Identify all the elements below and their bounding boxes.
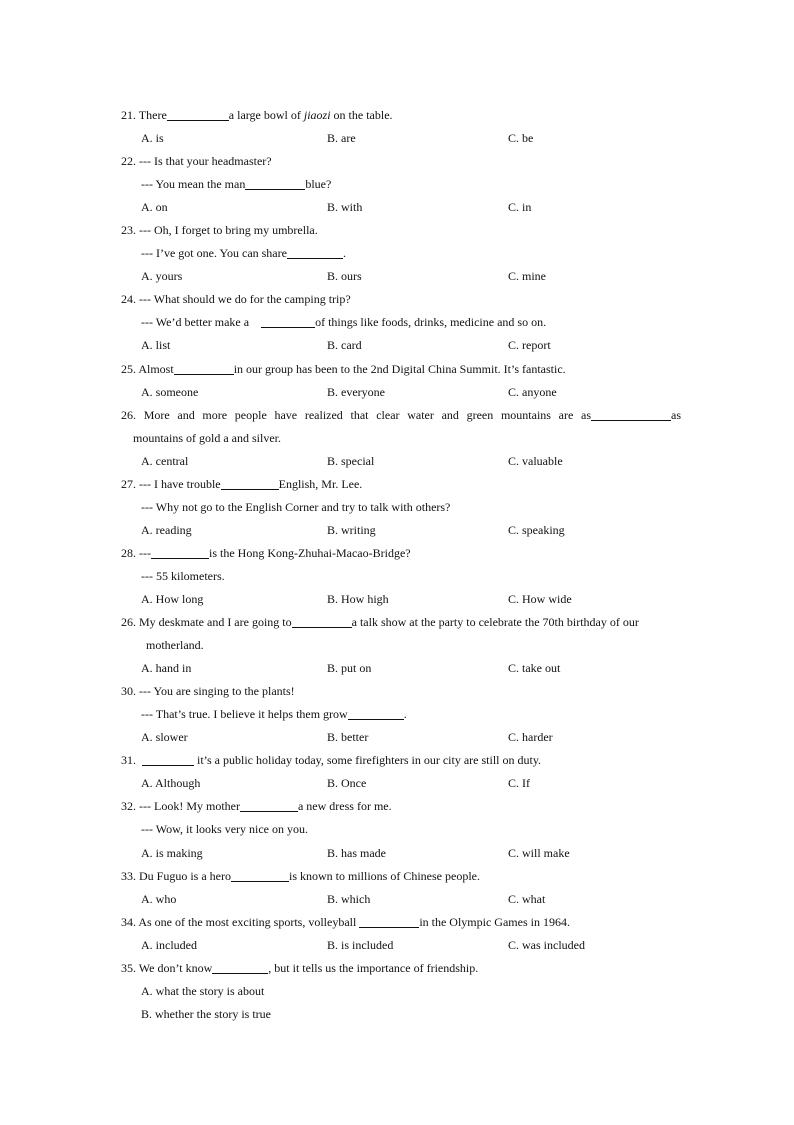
- question-26-stem: 26. More and more people have realized that clear water and green mountains are as as: [121, 407, 681, 422]
- question-22-stem: 22. --- Is that your headmaster?: [121, 154, 272, 169]
- question-23-stem: 23. --- Oh, I forget to bring my umbrella.: [121, 223, 318, 238]
- question-24-stem: 24. --- What should we do for the camping trip?: [121, 292, 351, 307]
- question-32-stem: 32. --- Look! My mother a new dress for me.: [121, 799, 392, 814]
- question-28-stem: 28. --- is the Hong Kong-Zhuhai-Macao-Bridge?: [121, 545, 411, 560]
- question-34-stem: 34. As one of the most exciting sports, volleyball in the Olympic Games in 1964.: [121, 914, 570, 929]
- question-27-stem: 27. --- I have trouble English, Mr. Lee.: [121, 476, 363, 491]
- question-21-stem: 21. There a large bowl of jiaozi on the table.: [121, 108, 393, 122]
- question-35-stem: 35. We don’t know , but it tells us the importance of friendship.: [121, 960, 479, 975]
- question-28-line2: --- 55 kilometers.: [141, 568, 225, 583]
- question-33-stem: 33. Du Fuguo is a hero is known to millions of Chinese people.: [121, 868, 480, 883]
- question-27-options: A. reading B. writing C. speaking: [141, 522, 565, 537]
- question-list: [121, 104, 681, 1026]
- question-27-line2: --- Why not go to the English Corner and try to talk with others?: [141, 499, 451, 514]
- question-31-options: A. Although B. Once C. If: [141, 776, 530, 791]
- question-29-continued: motherland.: [146, 638, 204, 653]
- question-33-options: A. who B. which C. what: [141, 891, 546, 906]
- question-34-options: A. included B. is included C. was included: [141, 937, 585, 952]
- question-30-options: A. slower B. better C. harder: [141, 730, 553, 745]
- question-24-options: A. list B. card C. report: [141, 338, 551, 353]
- question-21-options: A. is B. are C. be: [141, 131, 534, 146]
- question-22-line2: --- You mean the man blue?: [141, 177, 332, 192]
- question-32-options: A. is making B. has made C. will make: [141, 845, 570, 860]
- question-28-options: A. How long B. How high C. How wide: [141, 591, 572, 606]
- question-23-line2: --- I’ve got one. You can share .: [141, 246, 346, 261]
- question-25-options: A. someone B. everyone C. anyone: [141, 384, 557, 399]
- question-31-stem: 31. it’s a public holiday today, some firefighters in our city are still on duty.: [121, 753, 542, 768]
- question-26-options: A. central B. special C. valuable: [141, 453, 563, 468]
- question-22-options: A. on B. with C. in: [141, 200, 532, 215]
- question-24-line2: --- We’d better make a of things like foods, drinks, medicine and so on.: [141, 315, 547, 330]
- question-30-line2: --- That’s true. I believe it helps them grow .: [141, 707, 407, 722]
- question-30-stem: 30. --- You are singing to the plants!: [121, 684, 295, 699]
- question-32-line2: --- Wow, it looks very nice on you.: [141, 822, 309, 837]
- question-26-continued: mountains of gold a and silver.: [133, 430, 281, 445]
- question-23-options: A. yours B. ours C. mine: [141, 269, 546, 284]
- question-25-stem: 25. Almost in our group has been to the 2nd Digital China Summit. It’s fantastic.: [121, 361, 566, 376]
- question-35-option-b: B. whether the story is true: [141, 1006, 271, 1021]
- question-29-stem: 26. My deskmate and I are going to a talk show at the party to celebrate the 70th birthday of our: [121, 615, 639, 630]
- question-29-options: A. hand in B. put on C. take out: [141, 661, 561, 676]
- question-35-option-a: A. what the story is about: [141, 983, 265, 998]
